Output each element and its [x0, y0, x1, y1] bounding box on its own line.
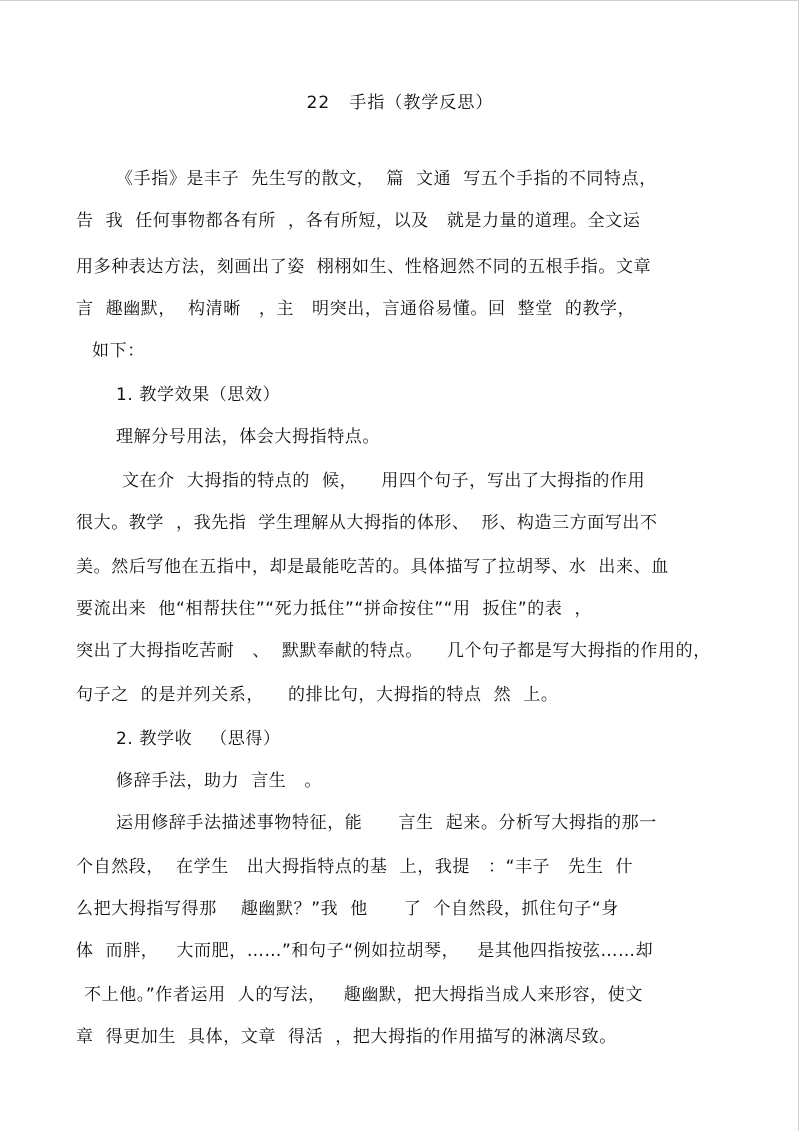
- section-heading: 1. 教学效果（思效）: [116, 385, 281, 405]
- page-title: 22 手指（教学反思）: [306, 93, 494, 113]
- paragraph-line: 很大。教学 ，我先指 学生理解从大拇指的体形、 形、构造三方面写出不: [76, 513, 658, 533]
- paragraph-line: 运用修辞手法描述事物特征，能 言生 起来。分析写大拇指的那一: [116, 813, 657, 833]
- paragraph-line: 不上他。”作者运用 人的写法， 趣幽默，把大拇指当成人来形容，使文: [84, 985, 643, 1005]
- paragraph-line: 要流出来 他“相帮扶住”“死力抵住”“拼命按住”“用 扳住”的表 ，: [76, 599, 593, 619]
- paragraph-line: 告 我 任何事物都各有所 ，各有所短，以及 就是力量的道理。全文运: [76, 211, 641, 231]
- paragraph-line: 文在介 大拇指的特点的 候， 用四个句子，写出了大拇指的作用: [122, 471, 646, 491]
- paragraph-line: 理解分号用法，体会大拇指特点。: [116, 427, 380, 447]
- paragraph-line: 用多种表达方法，刻画出了姿 栩栩如生、性格迥然不同的五根手指。文章: [76, 257, 652, 277]
- paragraph-line: 体 而胖， 大而肥，……”和句子“例如拉胡琴， 是其他四指按弦……却: [76, 941, 654, 961]
- section-heading: 2. 教学收 （思得）: [116, 729, 281, 749]
- paragraph-line: 个自然段， 在学生 出大拇指特点的基 上，我提 ：“丰子 先生 什: [76, 857, 634, 877]
- paragraph-line: 如下：: [92, 341, 145, 361]
- paragraph-line: 章 得更加生 具体，文章 得活 ，把大拇指的作用描写的淋漓尽致。: [76, 1027, 617, 1047]
- paragraph-line: 句子之 的是并列关系， 的排比句，大拇指的特点 然 上。: [76, 685, 559, 705]
- paragraph-line: 么把大拇指写得那 趣幽默？”我 他 了 个自然段，抓住句子“身: [76, 899, 619, 919]
- paragraph-line: 美。然后写他在五指中，却是最能吃苦的。具体描写了拉胡琴、水 出来、血: [76, 557, 669, 577]
- paragraph-line: 修辞手法，助力 言生 。: [116, 771, 323, 791]
- paragraph-line: 言 趣幽默， 构清晰 ，主 明突出，言通俗易懂。回 整堂 的教学，: [76, 299, 636, 319]
- paragraph-line: 突出了大拇指吃苦耐 、 默默奉献的特点。 几个句子都是写大拇指的作用的，: [76, 641, 711, 661]
- paragraph-line: 《手指》是丰子 先生写的散文， 篇 文通 写五个手指的不同特点，: [116, 169, 657, 189]
